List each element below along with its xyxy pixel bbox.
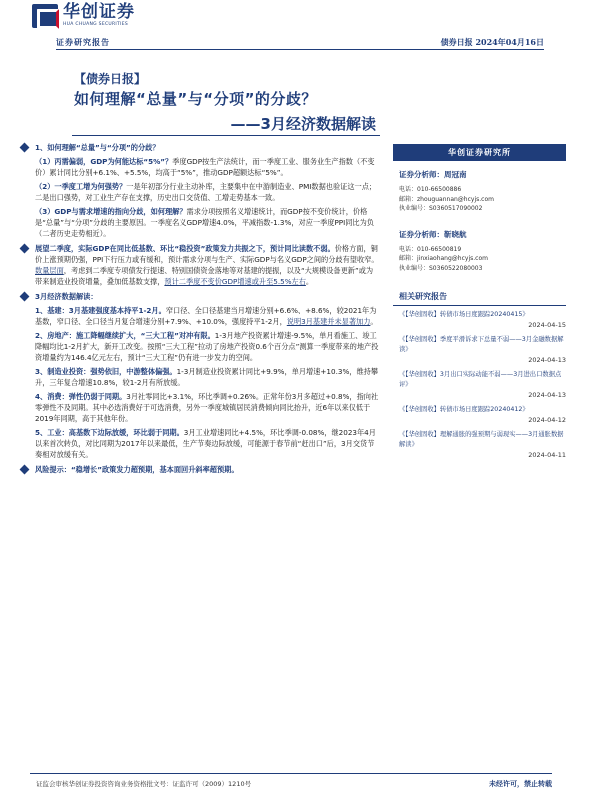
paragraph-text: 。 <box>305 277 314 286</box>
logo-mark-icon <box>32 4 58 28</box>
paragraph-lead: 3、制造业投资：强势依旧，中游整体偏强。 <box>35 367 177 376</box>
related-report-date: 2024-04-13 <box>528 355 566 364</box>
paragraph-lead: 4、消费：弹性仍弱于同期。 <box>35 392 127 401</box>
paragraph-text: 1-3月地产投资累计增速-9.5%，单月看施工、竣工降幅均比1-2月扩大，新开工改变。按照“三大工程”拉动了房地产投资0.6个百分点”测算一季度带来的地产投资增量约为146.4亿元左右，预计“三大工程”仍有进一步发力的空间。 <box>35 331 379 362</box>
paragraph-text: 3月社零同比+3.1%，环比季调+0.26%。正常年份3月多超过+0.8%，指向社零弹性不及同期。其中必选消费好于可选消费，另外一季度城镇居民消费倾向同比抬升，近6年以来仅低于2019年同期，高于其他年份。 <box>35 392 379 423</box>
underlined-text: 数量层面 <box>35 266 64 275</box>
analyst-cert: 执业编号：S0360517090002 <box>399 205 483 213</box>
paragraph-lead: 1、基建：3月基建强度基本持平1-2月。 <box>35 306 166 315</box>
analyst-card <box>393 170 566 214</box>
risk-section <box>18 464 380 475</box>
header-date: 债券日报 2024年04月16日 <box>440 37 544 47</box>
related-report-item[interactable] <box>393 310 566 331</box>
paragraph-text: 1-3月制造业投资累计同比+9.9%，单月增速+10.3%，维持攀升，三年复合增速10.8%，较1-2月有所放缓。 <box>35 367 379 387</box>
paragraph-lead: 展望二季度，实际GDP在同比低基数、环比“稳投资”政策发力共振之下，预计同比读数不弱。 <box>35 244 335 253</box>
analyst-name: 证券分析师：周冠南 <box>399 170 467 179</box>
logo-name-cn: 华创证券 <box>63 2 135 23</box>
paragraph <box>35 330 380 363</box>
paragraph-text: 窄口径、全口径基建当月增速分别+6.6%、+8.6%，较2021年为基数，窄口径、全口径当月复合增速分别+7.9%、+10.0%，强度持平1-2月， <box>35 306 377 326</box>
related-reports-heading: 相关研究报告 <box>393 292 566 306</box>
section-3-heading: 3月经济数据解读： <box>35 292 98 301</box>
paragraph <box>35 305 380 327</box>
related-report-item[interactable] <box>393 430 566 461</box>
paragraph <box>35 156 380 178</box>
paragraph-text: ，考虑到二季度专项债发行提速、特别国债资金落地等对基建的提振，以及“大规模设备更新”或为带来制造业投资增量，叠加低基数支撑， <box>35 266 374 286</box>
analyst-card <box>393 230 566 274</box>
paragraph-text: 季度GDP按生产法统计，而一季度工业、服务业生产指数（不变价）累计同比分别+6.1%、+5.5%，均高于“5%”，推动GDP超额达标“5%”。 <box>35 157 375 177</box>
bullet-diamond-icon <box>20 292 30 302</box>
analyst-phone: 电话：010-66500819 <box>399 245 462 253</box>
paragraph <box>35 181 380 203</box>
bullet-diamond-icon <box>20 143 30 153</box>
paragraph-lead: （3）GDP与需求增速的指向分歧，如何理解？ <box>35 207 187 216</box>
related-report-title[interactable]: 《【华创固收】季度平滑诉求下总量不弱——3月金融数据解读》 <box>399 335 564 353</box>
paragraph-lead: 2、房地产：施工降幅继续扩大，“三大工程”对冲有限。 <box>35 331 215 340</box>
related-report-title[interactable]: 《【华创固收】理解通胀的强预期与弱现实——3月通胀数据解读》 <box>399 430 564 448</box>
report-body <box>18 142 380 479</box>
bullet-diamond-icon <box>20 465 30 475</box>
section-1 <box>18 142 380 239</box>
related-report-item[interactable] <box>393 335 566 366</box>
related-report-title[interactable]: 《【华创固收】3月出口实际动能不弱——3月进出口数据点评》 <box>399 370 562 388</box>
header-report-type: 证券研究报告 <box>56 38 110 47</box>
section-2 <box>18 243 380 287</box>
paragraph-text: 。 <box>370 317 378 326</box>
underlined-text: 说明3月基建并未显著加力 <box>286 317 371 326</box>
sidebar <box>393 144 566 461</box>
analyst-cert: 执业编号：S0360522080003 <box>399 264 483 272</box>
related-report-date: 2024-04-11 <box>528 450 566 459</box>
company-logo <box>32 4 135 28</box>
paragraph-text: 需求分项按照名义增速统计，而GDP按不变价统计，价格是“总量”与“分项”分歧的主要原因。一季度名义GDP增速4.0%，平减指数-1.3%，对应一季度PPI同比为负（二者历史走势相近）。 <box>35 207 374 238</box>
report-category-tag: 【债券日报】 <box>74 72 147 86</box>
report-title: 如何理解“总量”与“分项”的分歧？ <box>74 90 317 108</box>
paragraph-lead: （2）一季度工增为何强势？ <box>35 182 127 191</box>
related-report-date: 2024-04-15 <box>528 320 566 329</box>
logo-name-en: HUA CHUANG SECURITIES <box>63 22 129 28</box>
related-report-date: 2024-04-12 <box>528 415 566 424</box>
report-subtitle: ——3月经济数据解读 <box>230 115 376 133</box>
paragraph <box>35 366 380 388</box>
related-report-item[interactable] <box>393 370 566 401</box>
underlined-text: 预计二季度不变价GDP增速或升至5.5%左右 <box>164 277 306 286</box>
analyst-email[interactable]: 邮箱：jinxiaohang@hcyjs.com <box>399 255 488 263</box>
section-3 <box>18 291 380 460</box>
related-report-title[interactable]: 《【华创固收】转债市场日度跟踪20240412》 <box>399 405 529 413</box>
paragraph <box>35 427 380 460</box>
bullet-diamond-icon <box>20 244 30 254</box>
footer-divider <box>30 773 552 774</box>
paragraph-lead: 5、工业：高基数下边际放缓，环比弱于同期。 <box>35 428 184 437</box>
related-report-date: 2024-04-13 <box>528 390 566 399</box>
paragraph <box>35 206 380 239</box>
analyst-name: 证券分析师：靳晓航 <box>399 229 467 239</box>
analyst-email[interactable]: 邮箱：zhouguannan@hcyjs.com <box>399 195 494 203</box>
related-report-title[interactable]: 《【华创固收】转债市场日度跟踪20240415》 <box>399 310 529 318</box>
footer-copyright: 未经许可，禁止转载 <box>489 780 552 788</box>
header-divider <box>56 49 544 50</box>
paragraph-text: 价格方面，铜价上涨预期仍强，PPI下行压力或有缓和，预计需求分项与生产、实际GDP与名义GDP之间的分歧有望收窄。 <box>35 244 379 264</box>
paragraph-lead: （1）丙需偏弱，GDP为何能达标“5%”？ <box>35 157 173 166</box>
institute-header: 华创证券研究所 <box>393 144 566 161</box>
footer-license: 证监会审核华创证券投资咨询业务资格批文号：证监许可（2009）1210号 <box>36 780 252 788</box>
title-divider <box>72 135 380 136</box>
risk-warning: 风险提示：“稳增长”政策发力超预期，基本面回升斜率超预期。 <box>35 465 239 474</box>
section-1-heading: 1、如何理解“总量”与“分项”的分歧？ <box>35 143 160 152</box>
paragraph-text: 一是年初部分行业主动补库，主要集中在中游制造业、PMI数据也验证这一点；二是出口强势，对工业生产存在支撑，历史出口交货值、工增走势基本一致。 <box>35 182 377 202</box>
paragraph <box>35 243 380 287</box>
paragraph-text: 3月工业增速同比+4.5%，环比季调-0.08%，继2023年4月以来首次转负，对比同期为2017年以来最低，生产节奏边际放缓，可能源于春节前“赶出口”后，3月交货节奏相对放缓有关。 <box>35 428 376 459</box>
related-report-item[interactable] <box>393 405 566 426</box>
analyst-phone: 电话：010-66500886 <box>399 186 462 193</box>
paragraph <box>35 391 380 424</box>
